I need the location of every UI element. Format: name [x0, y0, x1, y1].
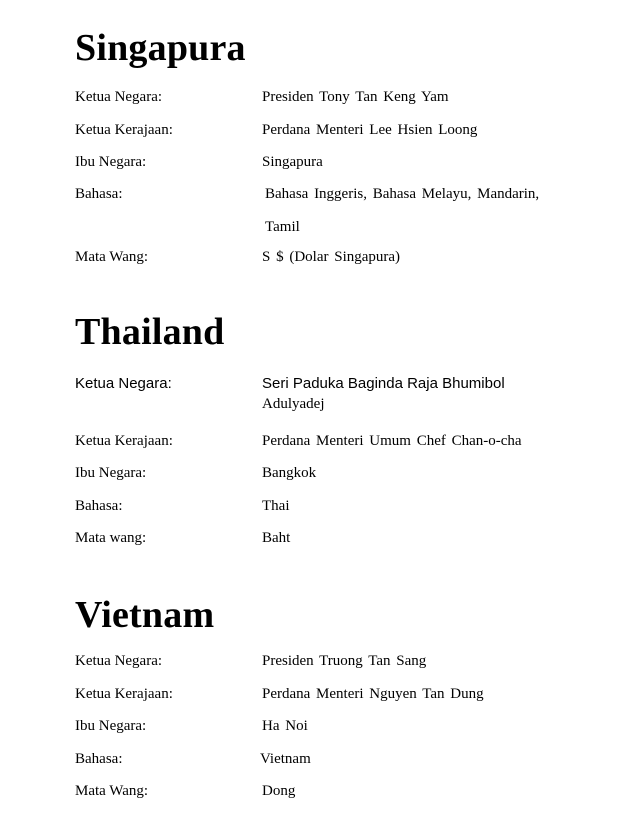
row-value-line-1: Bahasa Inggeris, Bahasa Melayu, Mandarin,	[265, 186, 540, 202]
row-label: Ketua Kerajaan:	[75, 686, 173, 702]
row-label: Ketua Negara:	[75, 89, 163, 105]
country-title: Thailand	[75, 311, 225, 353]
row-value: Bangkok	[262, 465, 317, 481]
row-value-multiline	[265, 185, 595, 237]
row-label: Ketua Negara:	[75, 375, 172, 392]
row-value: Presiden Truong Tan Sang	[262, 653, 427, 669]
row-value: Singapura	[262, 154, 323, 170]
row-value: S $ (Dolar Singapura)	[262, 249, 401, 265]
country-title: Singapura	[75, 27, 246, 69]
row-value-multiline	[262, 374, 592, 414]
row-label: Ibu Negara:	[75, 154, 147, 170]
row-label: Bahasa:	[75, 498, 123, 514]
row-label: Ibu Negara:	[75, 718, 147, 734]
row-value: Ha Noi	[262, 718, 308, 734]
row-label: Ketua Kerajaan:	[75, 122, 173, 138]
row-label: Ketua Negara:	[75, 653, 163, 669]
row-value: Perdana Menteri Umum Chef Chan-o-cha	[262, 433, 522, 449]
row-label: Ibu Negara:	[75, 465, 147, 481]
row-value: Vietnam	[260, 751, 311, 767]
country-section-singapura	[75, 27, 595, 265]
row-value-line-1: Seri Paduka Baginda Raja Bhumibol	[262, 375, 505, 392]
row-label: Bahasa:	[75, 186, 123, 202]
row-value: Presiden Tony Tan Keng Yam	[262, 89, 449, 105]
row-label: Bahasa:	[75, 751, 123, 767]
country-section-thailand	[75, 311, 595, 546]
row-value: Dong	[262, 783, 296, 799]
row-value: Perdana Menteri Lee Hsien Loong	[262, 122, 478, 138]
row-label: Ketua Kerajaan:	[75, 433, 173, 449]
row-value: Perdana Menteri Nguyen Tan Dung	[262, 686, 484, 702]
row-label: Mata wang:	[75, 530, 147, 546]
row-value-line-2: Adulyadej	[262, 396, 325, 412]
row-label: Mata Wang:	[75, 249, 149, 265]
row-value: Thai	[262, 498, 290, 514]
row-value-line-2: Tamil	[265, 219, 300, 235]
country-title: Vietnam	[75, 594, 215, 636]
country-section-vietnam	[75, 594, 595, 799]
row-value: Baht	[262, 530, 291, 546]
row-label: Mata Wang:	[75, 783, 149, 799]
